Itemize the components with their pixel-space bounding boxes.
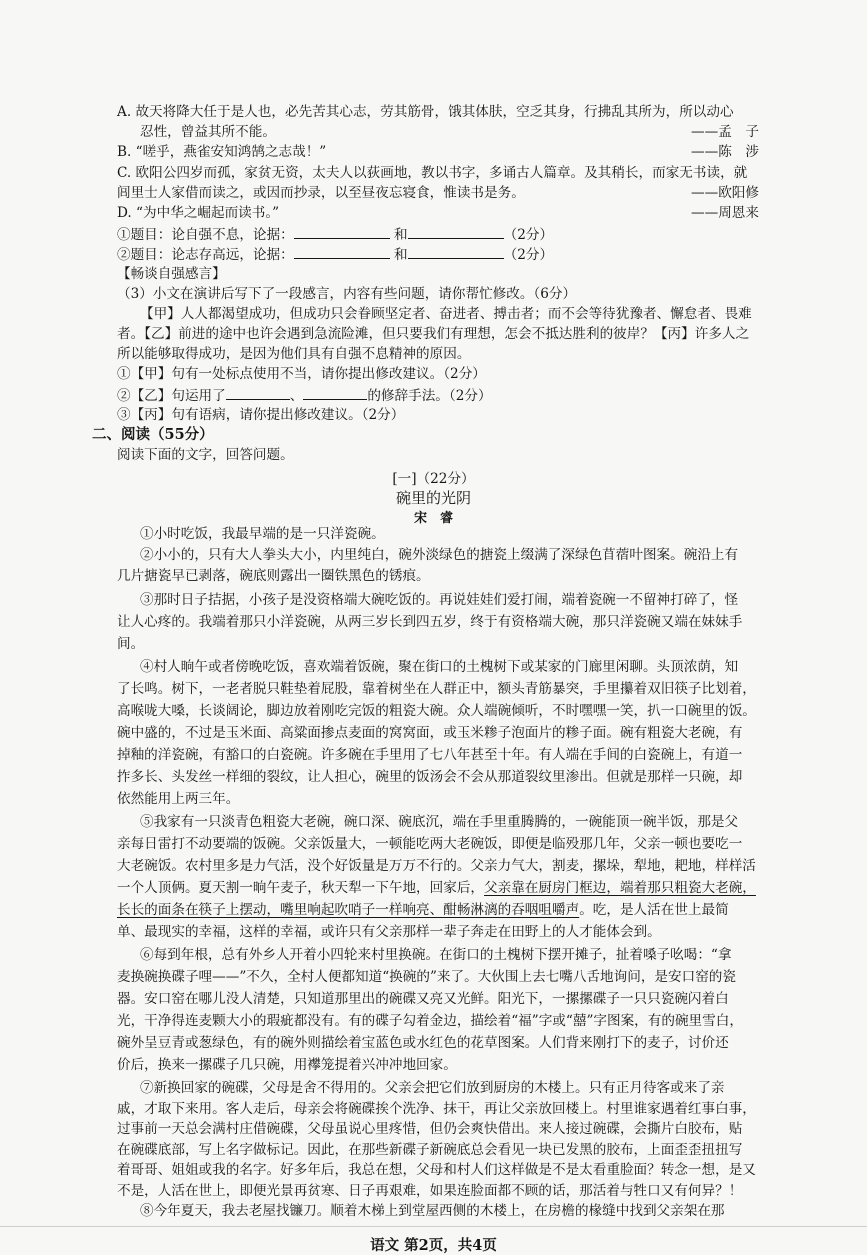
quote-a-line2: 忍性，曾益其所不能。 bbox=[140, 124, 276, 140]
article-p5-line6: 单、最现实的幸福，这样的幸福，或许只有父亲那样一辈子奔走在田野上的人才能体会到。 bbox=[117, 924, 661, 940]
q3-sub1: ①【甲】句有一处标点使用不当，请你提出修改建议。（2分） bbox=[117, 366, 486, 382]
article-p4-line4: 碗中盛的，不过是玉米面、高粱面掺点麦面的窝窝面，或玉米糁子泡面片的糁子面。碗有粗瓷大老碗，有 bbox=[117, 725, 743, 741]
article-p5-line5 bbox=[117, 900, 729, 920]
answer-blank[interactable] bbox=[408, 224, 504, 239]
article-p5-line3: 大老碗饭。农村里多是力气活，没个好饭量是万万不行的。父亲力气大，割麦，摞垛，犁地，耙地，样样活 bbox=[117, 858, 756, 874]
quote-c-line1: C. 欧阳公四岁而孤，家贫无资，太夫人以荻画地，教以书字，多诵古人篇章。及其稍长，而家无书读，就 bbox=[117, 165, 748, 181]
q3-sub3: ③【丙】句有语病，请你提出修改建议。（2分） bbox=[117, 407, 405, 423]
article-p4-line5: 掉釉的洋瓷碗，有豁口的白瓷碗。许多碗在手里用了七八年甚至十年。有人端在手间的白瓷碗上，有道一 bbox=[117, 747, 743, 763]
article-p7-line5: 着哥哥、姐姐或我的名字。好多年后，我总在想，父母和村人们这样做是不是太看重脸面？转念一想，是又 bbox=[117, 1162, 756, 1178]
q1-item2-text: ②题目：论志存高远，论据： bbox=[117, 247, 294, 263]
article-p5-line1: ⑤我家有一只淡青色粗瓷大老碗，碗口深、碗底沉，端在手里重腾腾的，一碗能顶一碗半饭，那是父 bbox=[140, 814, 739, 830]
q3-sub2 bbox=[117, 385, 492, 406]
article-p1: ①小时吃饭，我最早端的是一只洋瓷碗。 bbox=[140, 526, 385, 542]
q1-item2-and: 和 bbox=[394, 247, 408, 263]
article-p6-line4: 光，干净得连麦颗大小的瑕疵都没有。有的碟子勾着金边，描绘着“福”字或“囍”字图案，有的碗里雪白， bbox=[117, 1013, 743, 1029]
quote-a-line1: A. 故天将降大任于是人也，必先苦其心志，劳其筋骨，饿其体肤，空乏其身，行拂乱其所为，所以动心 bbox=[117, 104, 734, 120]
quote-b: B. “嗟乎，燕雀安知鸿鹄之志哉！” bbox=[117, 144, 327, 160]
article-p7-line6: 不是，人活在世上，即便光景再贫寒、日子再艰难，如果连脸面都不顾的话，那活着与牲口又有何异？！ bbox=[117, 1182, 743, 1199]
article-p8-line1: ⑧今年夏天，我去老屋找镰刀。顺着木梯上到堂屋西侧的木楼上，在房檐的椽缝中找到父亲架在那 bbox=[140, 1203, 725, 1219]
answer-blank[interactable] bbox=[294, 224, 390, 239]
article-author: 宋 睿 bbox=[413, 511, 453, 526]
article-p6-line2: 麦换碗换碟子哩——”不久，全村人便都知道“换碗的”来了。大伙围上去七嘴八舌地询问，是安口窑的瓷 bbox=[117, 969, 736, 985]
part2-instruction: 阅读下面的文字，回答问题。 bbox=[117, 447, 294, 463]
article-p6-line3: 器。安口窑在哪儿没人清楚，只知道那里出的碗碟又亮又光鲜。阳光下，一摞摞碟子一只只瓷碗闪着白 bbox=[117, 991, 729, 1007]
article-p2-line1: ②小小的，只有大人拳头大小，内里纯白，碗外淡绿色的搪瓷上缀满了深绿色苜蓿叶图案。碗沿上有 bbox=[140, 547, 739, 563]
article-p7-line4: 在碗碟底部，写上名字做标记。因此，在那些新碟子新碗底总会看见一块已发黑的胶布，上面歪歪扭扭写 bbox=[117, 1141, 743, 1158]
article-p2-line2: 几片搪瓷早已剥落，碗底则露出一圈铁黑色的锈痕。 bbox=[117, 568, 430, 584]
article-p7-line3: 过事前一天总会满村庄借碗碟，父母虽说心里疼惜，但仍会爽快借出。来人接过碗碟，会撕片白胶布，贴 bbox=[117, 1121, 743, 1137]
article-p5-line5-text: 。吃，是人活在世上最简 bbox=[579, 902, 729, 918]
q1-item1 bbox=[117, 224, 553, 245]
article-p5-line2: 亲每日雷打不动要端的饭碗。父亲饭量大，一顿能吃两大老碗饭，即便是临殁那几年，父亲一顿也要吃一 bbox=[117, 836, 743, 852]
underlined-sentence: 父亲靠在厨房门框边，端着那只粗瓷大老碗， bbox=[484, 880, 756, 896]
q3-stem: （3）小文在演讲后写下了一段感言，内容有些问题，请你帮忙修改。（6分） bbox=[117, 286, 577, 302]
q3-passage-line3: 所以能够取得成功，是因为他们具有自强不息精神的原因。 bbox=[117, 346, 471, 362]
article-p5-line4 bbox=[117, 878, 756, 898]
article-p7-line2: 戚，才取下来用。客人走后，母亲会将碗碟挨个洗净、抹干，再让父亲放回楼上。村里谁家遇着红事白事， bbox=[117, 1100, 756, 1117]
answer-blank[interactable] bbox=[408, 244, 504, 259]
q3-sub2-tail: 的修辞手法。（2分） bbox=[367, 388, 492, 404]
quote-d: D. “为中华之崛起而读书。” bbox=[117, 205, 280, 221]
q3-passage-line2: 者。【乙】前进的途中也许会遇到急流险滩，但只要我们有理想，怎会不抵达胜利的彼岸？【丙】许多人之 bbox=[117, 326, 750, 342]
article-p6-line6: 价后，换来一摞碟子几只碗，用襻笼提着兴冲冲地回家。 bbox=[117, 1057, 457, 1073]
article-p4-line3: 高喉咙大嗓，长谈阔论，脚边放着刚吃完饭的粗瓷大碗。众人端碗倾听，不时嘿嘿一笑，扒一口碗里的饭。 bbox=[117, 703, 756, 719]
quote-b-source: ——陈 涉 bbox=[691, 144, 759, 160]
article-p5-line4-text: 一个人顶俩。夏天割一晌午麦子，秋天犁一下午地，回家后， bbox=[117, 880, 485, 896]
section-tag: 【畅谈自强感言】 bbox=[117, 266, 226, 282]
quote-c-source: ——欧阳修 bbox=[691, 185, 759, 201]
q3-sub2-text: ②【乙】句运用了 bbox=[117, 388, 226, 404]
q1-item1-and: 和 bbox=[394, 227, 408, 243]
article-p7-line1: ⑦新换回家的碗碟，父母是舍不得用的。父亲会把它们放到厨房的木楼上。只有正月待客或来了亲 bbox=[140, 1080, 725, 1096]
q1-item2 bbox=[117, 244, 553, 265]
article-p3-line3: 间。 bbox=[117, 636, 145, 652]
quote-c-line2: 闾里士人家借而读之，或因而抄录，以至昼夜忘寝食，惟读书是务。 bbox=[117, 185, 525, 201]
article-p4-line2: 了长鸣。树下，一老者脱只鞋垫着屁股，靠着树坐在人群正中，额头青筋暴突，手里攥着双旧筷子比划着， bbox=[117, 681, 756, 697]
article-p6-line1: ⑥每到年根，总有外乡人开着小四轮来村里换碗。在街口的土槐树下摆开摊子，扯着嗓子吆喝：“拿 bbox=[140, 947, 732, 963]
answer-blank[interactable] bbox=[226, 385, 290, 400]
q3-sub2-sep: 、 bbox=[289, 388, 304, 404]
article-p3-line2: 让人心疼的。我端着那只小洋瓷碗，从两三岁长到四五岁，终于有资格端大碗，那只洋瓷碗又端在妹妹手 bbox=[117, 614, 743, 630]
part2-subsection: [一]（22分） bbox=[392, 471, 475, 487]
article-p4-line6: 拃多长、头发丝一样细的裂纹，让人担心，碗里的饭汤会不会从那道裂纹里渗出。但就是那样一只碗，却 bbox=[117, 769, 743, 785]
q1-item1-text: ①题目：论自强不息，论据： bbox=[117, 227, 294, 243]
article-p4-line1: ④村人晌午或者傍晚吃饭，喜欢端着饭碗，聚在街口的土槐树下或某家的门廊里闲聊。头顶浓荫，知 bbox=[140, 659, 739, 675]
article-title: 碗里的光阴 bbox=[395, 489, 471, 507]
q3-passage-line1: 【甲】人人都渴望成功，但成功只会眷顾坚定者、奋进者、搏击者；而不会等待犹豫者、懈怠者、畏难 bbox=[140, 306, 752, 322]
quote-a-source: ——孟 子 bbox=[691, 124, 759, 140]
q1-item1-score: （2分） bbox=[503, 227, 554, 243]
answer-blank[interactable] bbox=[294, 244, 390, 259]
quote-d-source: ——周恩来 bbox=[691, 205, 759, 221]
article-p3-line1: ③那时日子拮据，小孩子是没资格端大碗吃饭的。再说娃娃们爱打闹，端着瓷碗一不留神打碎了，怪 bbox=[140, 592, 739, 608]
page-footer: 语文 第2页，共4页 bbox=[370, 1236, 497, 1254]
article-p4-line7: 依然能用上两三年。 bbox=[117, 791, 240, 807]
answer-blank[interactable] bbox=[303, 385, 367, 400]
q1-item2-score: （2分） bbox=[503, 247, 554, 263]
underlined-sentence: 长长的面条在筷子上摆动，嘴里响起吹哨子一样响亮、酣畅淋漓的吞咽咀嚼声 bbox=[117, 902, 580, 918]
article-p6-line5: 碗外呈豆青或葱绿色，有的碗外则描绘着宝蓝色或水红色的花草图案。人们背来刚打下的麦子，讨价还 bbox=[117, 1035, 729, 1051]
part2-heading: 二、阅读（55分） bbox=[92, 426, 214, 443]
